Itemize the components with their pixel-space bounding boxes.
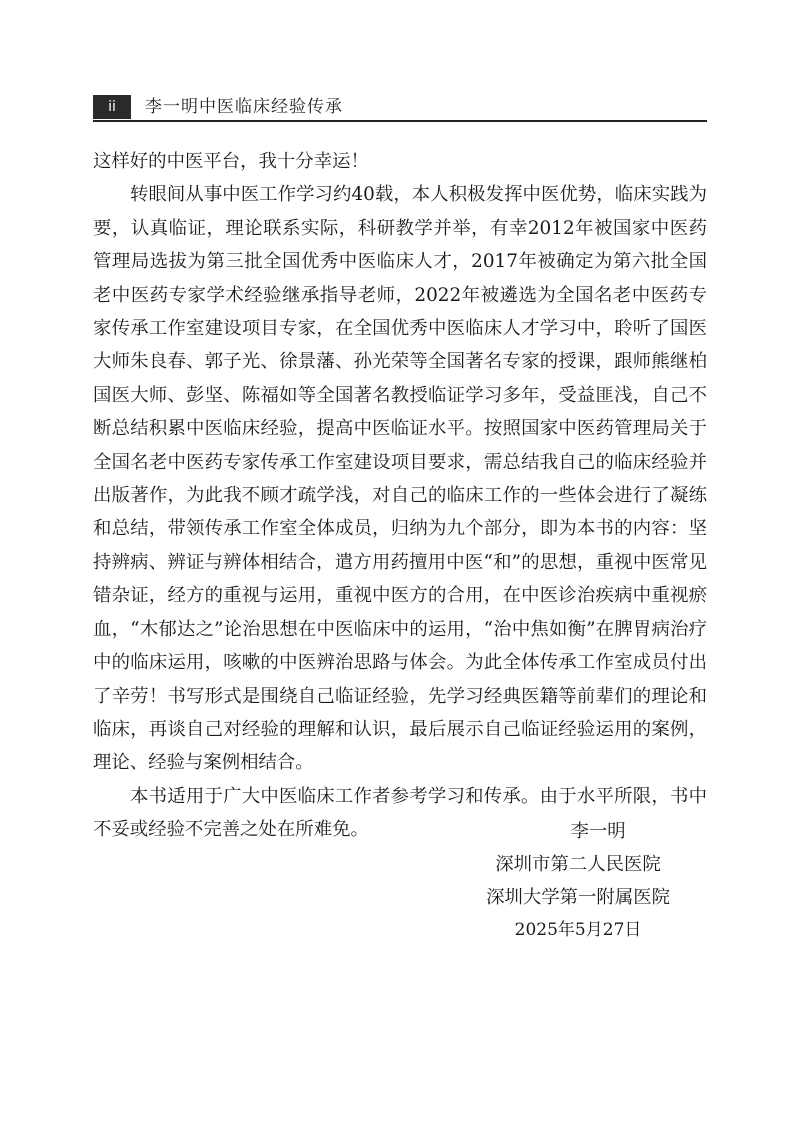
signature-block [486, 815, 670, 947]
page-header [93, 95, 707, 121]
header-divider [93, 120, 707, 122]
author-name: 李一明 [570, 821, 626, 842]
paragraph-career: 转眼间从事中医工作学习约40载，本人积极发挥中医优势，临床实践为要，认真临证，理论联系实际，科研教学并举，有幸2012年被国家中医药管理局选拔为第三批全国优秀中医临床人才，2017年被确定为第六批全国老中医药专家学术经验继承指导老师，2022年被遴选为全国名老中医药专家传承工作室建设项目专家，在全国优秀中医临床人才学习中，聆听了国医大师朱良春、郭子光、徐景藩、孙光荣等全国著名专家的授课，跟师熊继柏国医大师、彭坚、陈福如等全国著名教授临证学习多年，受益匪浅，自己不断总结积累中医临床经验，提高中医临证水平。按照国家中医药管理局关于全国名老中医药专家传承工作室建设项目要求，需总结我自己的临床经验并出版著作，为此我不顾才疏学浅，对自己的临床工作的一些体会进行了凝练和总结，带领传承工作室全体成员，归纳为九个部分，即为本书的内容：坚持辨病、辨证与辨体相结合，遣方用药擅用中医“和”的思想，重视中医常见错杂证，经方的重视与运用，重视中医方的合用，在中医诊治疾病中重视瘀血，“木郁达之”论治思想在中医临床中的运用，“治中焦如衡”在脾胃病治疗中的临床运用，咳嗽的中医辨治思路与体会。为此全体传承工作室成员付出了辛劳！书写形式是围绕自己临证经验，先学习经典医籍等前辈们的理论和临床，再谈自己对经验的理解和认识，最后展示自己临证经验运用的案例，理论、经验与案例相结合。 [93, 184, 707, 774]
running-title: 李一明中医临床经验传承 [145, 97, 343, 117]
paragraph-continuation: 这样好的中医平台，我十分幸运！ [93, 151, 369, 172]
affiliation-university-hospital: 深圳大学第一附属医院 [486, 887, 670, 908]
page-number-badge: ii [93, 95, 131, 119]
affiliation-hospital: 深圳市第二人民医院 [495, 854, 661, 875]
signature-date: 2025年5月27日 [514, 920, 642, 940]
main-text [93, 145, 707, 847]
paragraph-audience: 本书适用于广大中医临床工作者参考学习和传承。由于水平所限，书中不妥或经验不完善之处在所难免。 [93, 785, 707, 841]
